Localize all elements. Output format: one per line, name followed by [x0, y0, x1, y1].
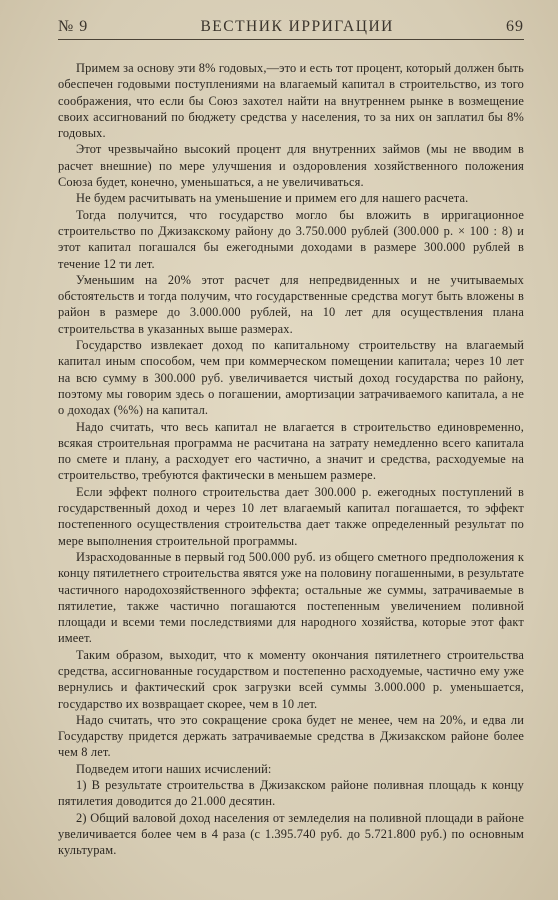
- article-body: [58, 60, 524, 859]
- paragraph: Этот чрезвычайно высокий процент для внутренних займов (мы не вводим в расчет внешние) по мере улучшения и оздоровления хозяйственного положения Союза будет, конечно, уменьшаться, а не увеличиваться.: [58, 142, 524, 190]
- paragraph: Примем за основу эти 8% годовых,—это и есть тот процент, который должен быть обеспечен годовыми поступлениями на влагаемый капитал в строительство, из того соображения, что если бы Союз захотел найти на внутреннем рынке в возмещение своих ассигнований по бюджету средства у населения, то за них он заплатил бы 8% годовых.: [58, 61, 524, 141]
- paragraph: Таким образом, выходит, что к моменту окончания пятилетнего строительства средства, ассигнованные государством и постепенно расходуемые, частично ему уже вернулись и фактический срок загрузки всей суммы 3.000.000 р. уменьшается, государство их возвращает скорее, чем в 10 лет.: [58, 647, 524, 711]
- paragraph: Уменьшим на 20% этот расчет для непредвиденных и не учитываемых обстоятельств и тогда получим, что государственные средства могут быть вложены в район в размере до 3.000.000 рублей, на 10 лет для осуществления плана строительства в указанных выше размерах.: [58, 272, 524, 336]
- paragraph: Если эффект полного строительства дает 300.000 р. ежегодных поступлений в государственный доход и через 10 лет влагаемый капитал погашается, то эффект постепенного осуществления строительства дает также определенный результат по мере выполнения строительной программы.: [58, 484, 524, 548]
- issue-number: № 9: [58, 18, 89, 35]
- paragraph: Не будем расчитывать на уменьшение и примем его для нашего расчета.: [76, 191, 469, 206]
- journal-title: ВЕСТНИК ИРРИГАЦИИ: [200, 18, 394, 35]
- paragraph: Подведем итоги наших исчислений:: [76, 761, 272, 776]
- paragraph: Израсходованные в первый год 500.000 руб. из общего сметного предположения к концу пятилетнего строительства явятся уже на половину погашенными, в результате частичного народохозяйственного эффекта; остальные же суммы, затрачиваемые в пятилетие, также частично погашаются постепенным увеличением поливной площади и всеми теми последствиями для народного хозяйства, которые этот факт имеет.: [58, 549, 524, 646]
- paragraph: Тогда получится, что государство могло бы вложить в ирригационное строительство по Джизакскому району до 3.750.000 рублей (300.000 р. × 100 : 8) и этот капитал погашался бы ежегодными доходами в размере 300.000 рублей в течение 12 ти лет.: [58, 207, 524, 271]
- paragraph: Надо считать, что весь капитал не влагается в строительство единовременно, всякая строительная программа не расчитана на затрату немедленно всего капитала по смете и плану, а расходует его частично, а значит и средства, расходуемые на строительство, требуются фактически в меньшем размере.: [58, 419, 524, 483]
- paragraph: 2) Общий валовой доход населения от земледелия на поливной площади в районе увеличивается более чем в 4 раза (с 1.395.740 руб. до 5.721.800 руб.) по основным культурам.: [58, 810, 524, 858]
- paragraph: 1) В результате строительства в Джизакском районе поливная площадь к концу пятилетия доводится до 21.000 десятин.: [58, 778, 524, 809]
- page-header: [58, 18, 524, 40]
- page-number: 69: [506, 18, 524, 35]
- paragraph: Надо считать, что это сокращение срока будет не менее, чем на 20%, и едва ли Государству придется держать затрачиваемые средства в Джизакском районе более чем 8 лет.: [58, 712, 524, 760]
- paragraph: Государство извлекает доход по капитальному строительству на влагаемый капитал иным способом, чем при коммерческом помещении капитала; через 10 лет на всю сумму в 300.000 руб. увеличивается чистый доход государства по району, поэтому мы говорим здесь о погашении, амортизации затрачиваемого капитала, а не о доходах (%%) на капитал.: [58, 338, 524, 418]
